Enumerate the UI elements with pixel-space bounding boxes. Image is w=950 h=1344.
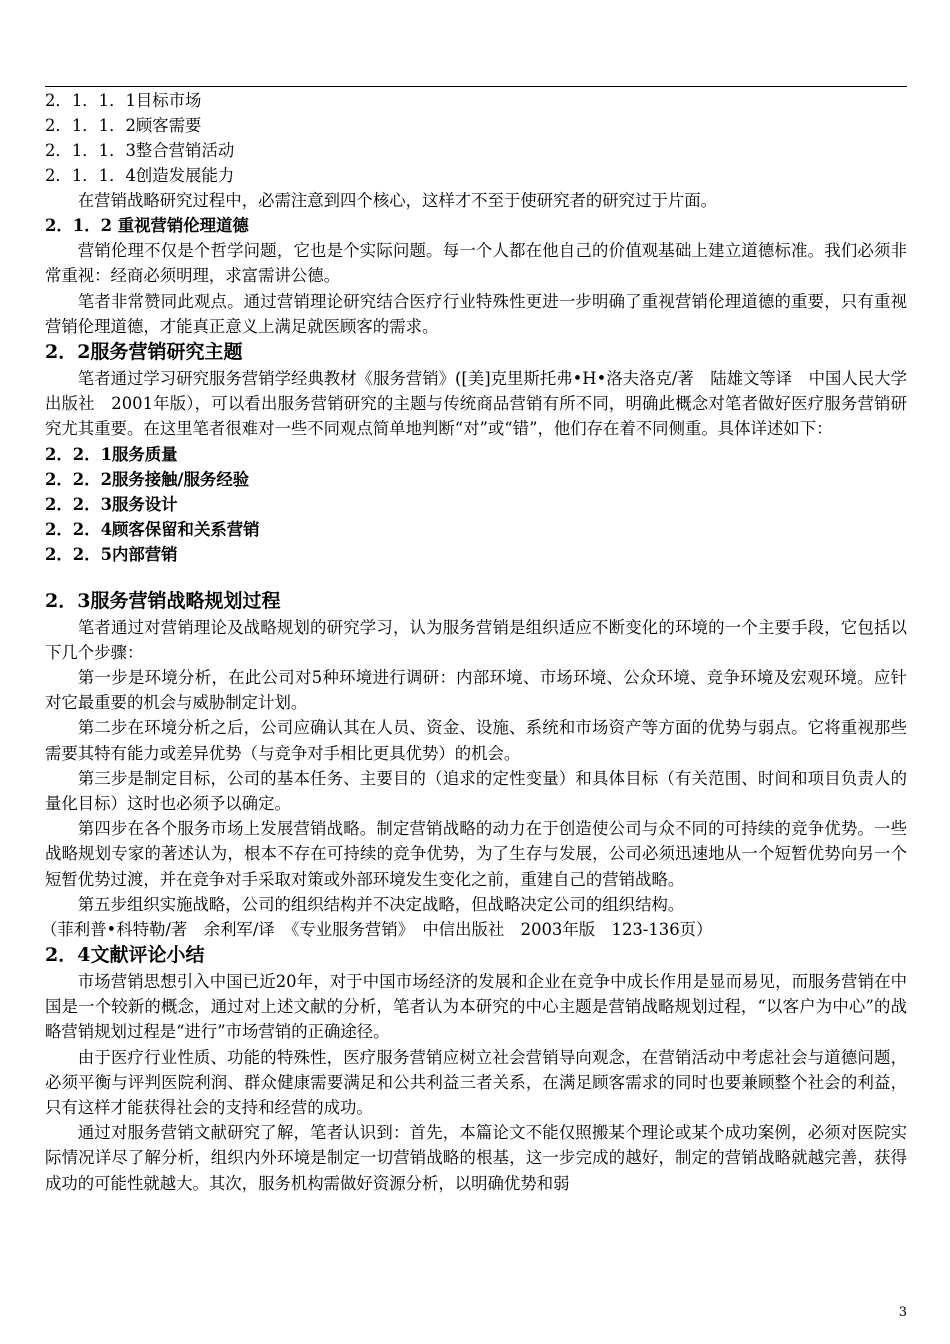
heading-2-2: 2．2服务营销研究主题 — [45, 341, 243, 364]
paragraph: 笔者非常赞同此观点。通过营销理论研究结合医疗行业特殊性更进一步明确了重视营销伦理道德的重要，只有重视营销伦理道德，才能真正意义上满足就医顾客的需求。 — [45, 291, 907, 336]
heading-2-2-3: 2．2．3服务设计 — [45, 494, 178, 514]
heading-2-2-4: 2．2．4顾客保留和关系营销 — [45, 519, 260, 539]
paragraph: 第五步组织实施战略，公司的组织结构并不决定战略，但战略决定公司的组织结构。 — [77, 894, 685, 914]
heading-2-2-1: 2．2．1服务质量 — [45, 444, 178, 464]
header-rule — [45, 86, 907, 87]
document-body — [41, 88, 907, 1196]
page-number: 3 — [898, 1305, 907, 1320]
paragraph: 笔者通过学习研究服务营销学经典教材《服务营销》([美]克里斯托弗•H•洛夫洛克/著 陆雄文等译 中国人民大学出版社 2001年版），可以看出服务营销研究的主题与传统商品营销有所不同，明确此概念对笔者做好医疗服务营销研究尤其重要。在这里笔者很难对一些不同观点简单地判断“对”或“错”，他们存在着不同侧重。具体详述如下： — [45, 369, 907, 439]
heading-2-1-1-1: 2．1．1．1目标市场 — [45, 91, 202, 110]
paragraph: 第四步在各个服务市场上发展营销战略。制定营销战略的动力在于创造使公司与众不同的可持续的竞争优势。一些战略规划专家的著述认为，根本不存在可持续的竞争优势，为了生存与发展，公司必须迅速地从一个短暂优势向另一个短暂优势过渡，并在竞争对手采取对策或外部环境发生变化之前，重建自己的营销战略。 — [45, 819, 907, 889]
heading-2-4: 2．4文献评论小结 — [45, 944, 205, 967]
heading-2-3: 2．3服务营销战略规划过程 — [45, 589, 281, 612]
heading-2-1-1-2: 2．1．1．2顾客需要 — [45, 116, 202, 135]
paragraph: 通过对服务营销文献研究了解，笔者认识到：首先，本篇论文不能仅照搬某个理论或某个成功案例，必须对医院实际情况详尽了解分析，组织内外环境是制定一切营销战略的根基，这一步完成的越好，制定的营销战略就越完善，获得成功的可能性就越大。其次，服务机构需做好资源分析，以明确优势和弱 — [45, 1123, 907, 1193]
heading-2-2-2: 2．2．2服务接触/服务经验 — [45, 469, 250, 489]
spacer — [45, 567, 907, 588]
paragraph: 第一步是环境分析，在此公司对5种环境进行调研：内部环境、市场环境、公众环境、竞争环境及宏观环境。应针对它最重要的机会与威胁制定计划。 — [45, 668, 907, 713]
paragraph: 第二步在环境分析之后，公司应确认其在人员、资金、设施、系统和市场资产等方面的优势与弱点。它将重视那些需要其特有能力或差异优势（与竞争对手相比更具优势）的机会。 — [45, 718, 907, 763]
paragraph: 市场营销思想引入中国已近20年，对于中国市场经济的发展和企业在竞争中成长作用是显而易见，而服务营销在中国是一个较新的概念，通过对上述文献的分析，笔者认为本研究的中心主题是营销战略规划过程，“以客户为中心”的战略营销规划过程是“进行”市场营销的正确途径。 — [45, 972, 907, 1042]
paragraph: 在营销战略研究过程中，必需注意到四个核心，这样才不至于使研究者的研究过于片面。 — [77, 191, 718, 210]
heading-2-2-5: 2．2．5内部营销 — [45, 544, 178, 564]
paragraph: 营销伦理不仅是个哲学问题，它也是个实际问题。每一个人都在他自己的价值观基础上建立道德标准。我们必须非常重视：经商必须明理，求富需讲公德。 — [45, 241, 907, 286]
heading-2-1-1-3: 2．1．1．3整合营销活动 — [45, 141, 235, 160]
citation: （菲利普•科特勒/著 余利军/译 《专业服务营销》 中信出版社 2003年版 123-136页） — [41, 920, 713, 940]
heading-2-1-2: 2．1．2 重视营销伦理道德 — [45, 216, 249, 236]
paragraph: 由于医疗行业性质、功能的特殊性，医疗服务营销应树立社会营销导向观念，在营销活动中考虑社会与道德问题，必须平衡与评判医院利润、群众健康需要满足和公共利益三者关系，在满足顾客需求的同时也要兼顾整个社会的利益，只有这样才能获得社会的支持和经营的成功。 — [45, 1047, 907, 1118]
paragraph: 笔者通过对营销理论及战略规划的研究学习，认为服务营销是组织适应不断变化的环境的一个主要手段，它包括以下几个步骤： — [45, 617, 907, 662]
paragraph: 第三步是制定目标，公司的基本任务、主要目的（追求的定性变量）和具体目标（有关范围、时间和项目负责人的量化目标）这时也必须予以确定。 — [45, 768, 907, 814]
heading-2-1-1-4: 2．1．1．4创造发展能力 — [45, 166, 235, 185]
